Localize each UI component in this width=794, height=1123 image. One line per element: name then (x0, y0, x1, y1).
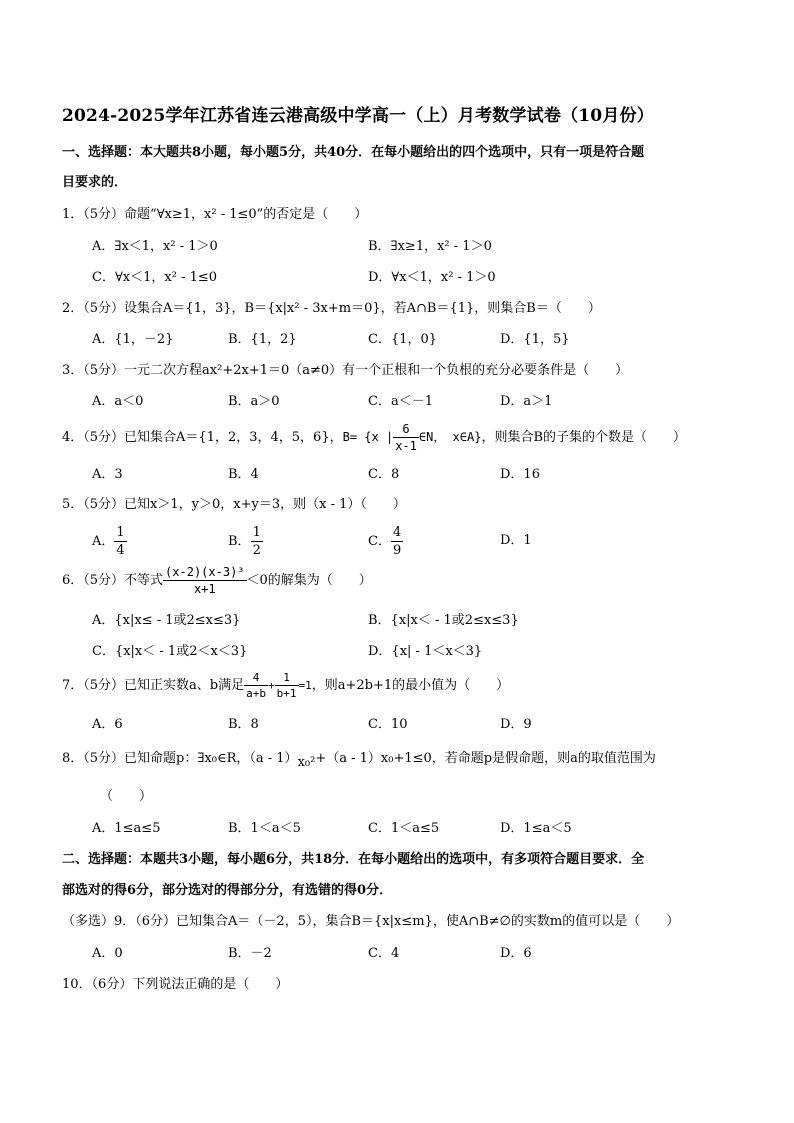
question-8-option-c: C．1＜a≤5 (368, 821, 440, 836)
set-b-fraction (393, 423, 419, 452)
question-2-stem: 2．（5分）设集合A＝{1，3}，B＝{x|x² - 3x+m＝0}，若A∩B＝{1}，则集合B＝（ ） (62, 301, 601, 316)
option-c-label: C． (368, 534, 391, 549)
question-10-stem: 10．（6分）下列说法正确的是（ ） (62, 977, 289, 992)
fraction-1-numerator: 4 (252, 671, 260, 684)
option-a-denominator: 4 (116, 543, 125, 558)
page-title: 2024-2025学年江苏省连云港高级中学高一（上）月考数学试卷（10月份） (62, 106, 654, 126)
option-b-fraction (251, 526, 263, 557)
question-6-stem-start: 6．（5分）不等式 (62, 573, 164, 588)
option-c-fraction (391, 526, 403, 557)
question-1-option-d: D．∀x＜1，x² - 1＞0 (368, 270, 496, 285)
question-4-stem (62, 423, 686, 452)
question-8-option-d: D．1≤a＜5 (500, 821, 572, 836)
section-2-heading-cont: 部选对的得6分，部分选对的得部分分，有选错的得0分． (62, 883, 393, 898)
set-b-prefix: B= {x | (342, 430, 394, 444)
fraction-1-over-b-plus-1 (275, 672, 299, 699)
inequality-denominator: x+1 (163, 580, 246, 595)
inequality-numerator: (x-2)(x-3)³ (165, 565, 245, 579)
fraction-4-over-a-plus-b (244, 672, 268, 699)
question-9-stem: （多选）9．（6分）已知集合A＝（－2，5），集合B＝{x|x≤m}，使A∩B≠∅的实数m的值可以是（ ） (62, 914, 680, 929)
question-3-option-d: D．a＞1 (500, 394, 553, 409)
question-2-option-d: D．{1，5} (500, 332, 570, 347)
question-4-option-a: A．3 (92, 467, 123, 482)
question-3-option-a: A．a＜0 (92, 394, 144, 409)
option-c-denominator: 9 (392, 543, 402, 558)
question-6-stem (62, 566, 372, 595)
question-2-option-a: A．{1，－2} (92, 332, 174, 347)
question-7-stem-start: 7．（5分）已知正实数a、b满足 (62, 678, 245, 693)
question-7-stem (62, 672, 509, 699)
question-1-option-a: A．∃x＜1，x² - 1＞0 (92, 239, 218, 254)
set-b-suffix: ∈N， x∈A} (418, 430, 482, 444)
set-b-fraction-denominator: x-1 (395, 439, 417, 453)
question-7-option-d: D．9 (500, 717, 532, 732)
question-9-option-a: A．0 (92, 946, 123, 961)
question-6-option-d: D．{x| - 1＜x＜3} (368, 644, 483, 659)
question-3-stem: 3．（5分）一元二次方程ax²+2x+1＝0（a≠0）有一个正根和一个负根的充分必要条件是（ ） (62, 363, 629, 378)
question-8-option-b: B．1＜a＜5 (228, 821, 301, 836)
question-6-option-c: C．{x|x＜ - 1或2＜x＜3} (92, 644, 248, 659)
question-4-option-b: B．4 (228, 467, 259, 482)
question-5-option-b (228, 526, 263, 557)
option-b-numerator: 1 (252, 525, 261, 540)
option-b-label: B． (228, 534, 251, 549)
question-4-stem-end: ，则集合B的子集的个数是（ ） (481, 430, 687, 445)
question-7-stem-end: ，则a+2b+1的最小值为（ ） (311, 678, 510, 693)
question-2-option-c: C．{1，0} (368, 332, 438, 347)
equals-one: =1 (298, 679, 312, 692)
question-8-stem-start: 8．（5分）已知命题p：∃x₀∈R，（a - 1） (62, 751, 298, 766)
question-8-stem-cont: （ ） (100, 789, 153, 804)
question-6-stem-end: ＜0的解集为（ ） (246, 573, 372, 588)
question-1-stem: 1．（5分）命题“∀x≥1，x² - 1≤0”的否定是（ ） (62, 207, 368, 222)
question-6-option-b: B．{x|x＜ - 1或2≤x≤3} (368, 613, 519, 628)
option-b-denominator: 2 (252, 543, 261, 558)
question-7-option-a: A．6 (92, 717, 123, 732)
fraction-2-numerator: 1 (283, 671, 290, 684)
option-c-numerator: 4 (392, 525, 402, 540)
question-5-option-d: D．1 (500, 533, 532, 548)
x0-squared: x₀² (297, 755, 316, 770)
section-2-heading: 二、选择题：本题共3小题，每小题6分，共18分．在每小题给出的选项中，有多项符合题目要求．全 (62, 852, 645, 867)
option-a-label: A． (92, 534, 115, 549)
question-8-stem-end: +（a - 1）x₀+1≤0，若命题p是假命题，则a的取值范围为 (315, 751, 656, 766)
fraction-2-denominator: b+1 (276, 687, 297, 700)
question-5-option-c (368, 526, 403, 557)
question-4-option-c: C．8 (368, 467, 400, 482)
section-1-heading: 一、选择题：本大题共8小题，每小题5分，共40分．在每小题给出的四个选项中，只有一项是符合题 (62, 145, 645, 160)
question-5-option-a (92, 526, 127, 557)
question-7-option-c: C．10 (368, 717, 408, 732)
question-5-stem: 5．（5分）已知x＞1，y＞0，x+y＝3，则（x - 1）（ ） (62, 497, 406, 512)
set-b-fraction-numerator: 6 (402, 422, 410, 436)
question-9-option-d: D．6 (500, 946, 532, 961)
question-4-stem-start: 4．（5分）已知集合A＝{1，2，3，4，5，6}， (62, 430, 343, 445)
question-4-option-d: D．16 (500, 467, 540, 482)
option-a-numerator: 1 (116, 525, 125, 540)
question-1-option-c: C．∀x＜1，x² - 1≤0 (92, 270, 218, 285)
section-1-heading-cont: 目要求的． (62, 175, 128, 190)
question-9-option-b: B．－2 (228, 946, 272, 961)
question-7-option-b: B．8 (228, 717, 259, 732)
question-8-stem (62, 751, 656, 770)
fraction-1-denominator: a+b (246, 687, 266, 700)
question-2-option-b: B．{1，2} (228, 332, 297, 347)
plus-sign: + (268, 679, 275, 692)
question-1-option-b: B．∃x≥1，x² - 1＞0 (368, 239, 492, 254)
question-8-option-a: A．1≤a≤5 (92, 821, 161, 836)
question-3-option-b: B．a＞0 (228, 394, 280, 409)
question-6-option-a: A．{x|x≤ - 1或2≤x≤3} (92, 613, 241, 628)
question-9-option-c: C．4 (368, 946, 400, 961)
question-3-option-c: C．a＜－1 (368, 394, 433, 409)
option-a-fraction (114, 526, 126, 557)
inequality-fraction (163, 566, 246, 595)
